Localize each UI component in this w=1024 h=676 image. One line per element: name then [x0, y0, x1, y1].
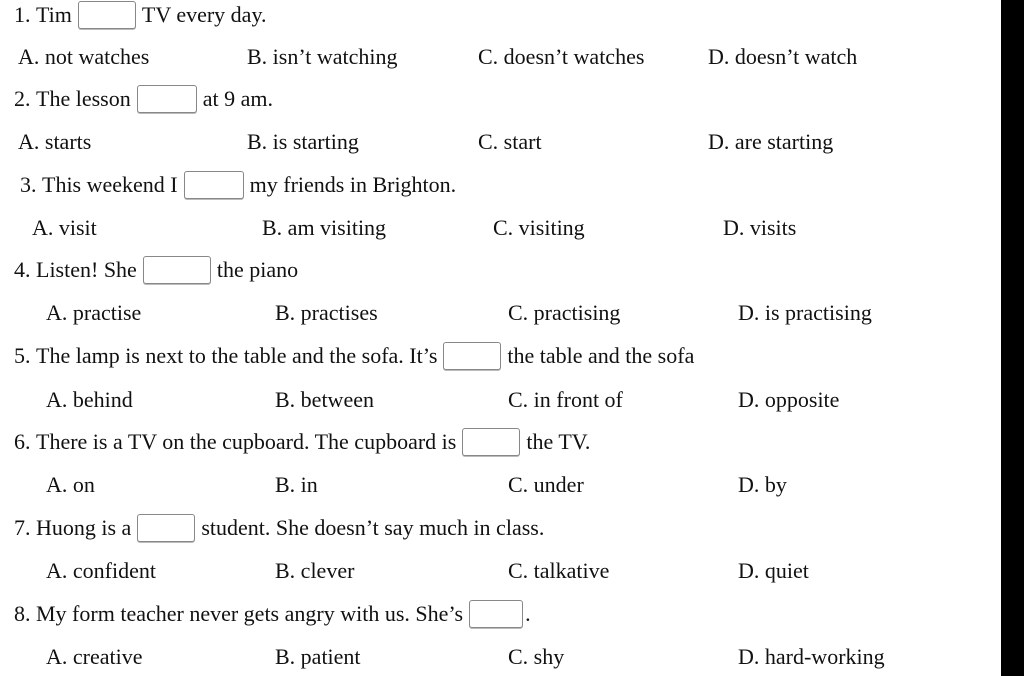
question-text-before: This weekend I	[42, 172, 178, 197]
option-d[interactable]: D. hard-working	[738, 644, 885, 669]
option-c[interactable]: C. talkative	[508, 558, 610, 583]
question-4	[14, 255, 298, 285]
answer-blank[interactable]	[137, 85, 197, 113]
option-c[interactable]: C. visiting	[493, 215, 585, 240]
answer-blank[interactable]	[469, 600, 523, 628]
option-a[interactable]: A. not watches	[18, 44, 150, 69]
answer-blank[interactable]	[137, 514, 195, 542]
option-d[interactable]: D. quiet	[738, 558, 809, 583]
question-number: 6.	[14, 429, 31, 454]
option-a[interactable]: A. behind	[46, 387, 133, 412]
question-text-before: The lesson	[36, 86, 131, 111]
option-d[interactable]: D. doesn’t watch	[708, 44, 858, 69]
option-a[interactable]: A. creative	[46, 644, 143, 669]
question-text-before: The lamp is next to the table and the sofa. It’s	[36, 343, 438, 368]
option-b[interactable]: B. in	[275, 472, 318, 497]
question-number: 7.	[14, 515, 31, 540]
option-b[interactable]: B. practises	[275, 300, 378, 325]
option-d[interactable]: D. by	[738, 472, 787, 497]
question-number: 5.	[14, 343, 31, 368]
question-number: 4.	[14, 257, 31, 282]
question-5	[14, 341, 694, 371]
question-text-after: .	[525, 601, 531, 626]
option-c[interactable]: C. shy	[508, 644, 565, 669]
option-d[interactable]: D. opposite	[738, 387, 840, 412]
option-c[interactable]: C. doesn’t watches	[478, 44, 645, 69]
question-number: 1.	[14, 2, 31, 27]
question-text-after: my friends in Brighton.	[249, 172, 457, 197]
option-b[interactable]: B. patient	[275, 644, 361, 669]
question-number: 8.	[14, 601, 31, 626]
option-a[interactable]: A. practise	[46, 300, 142, 325]
question-text-after: the table and the sofa	[507, 343, 695, 368]
answer-blank[interactable]	[184, 171, 244, 199]
question-6	[14, 427, 590, 457]
question-number: 2.	[14, 86, 31, 111]
option-b[interactable]: B. clever	[275, 558, 355, 583]
option-b[interactable]: B. is starting	[247, 129, 359, 154]
question-text-after: the TV.	[526, 429, 591, 454]
question-8	[14, 599, 531, 629]
answer-blank[interactable]	[143, 256, 211, 284]
option-a[interactable]: A. starts	[18, 129, 92, 154]
question-text-before: Tim	[36, 2, 72, 27]
option-c[interactable]: C. under	[508, 472, 584, 497]
question-text-before: Listen! She	[36, 257, 137, 282]
question-text-after: TV every day.	[141, 2, 267, 27]
question-text-before: There is a TV on the cupboard. The cupboard is	[36, 429, 457, 454]
option-a[interactable]: A. visit	[32, 215, 97, 240]
answer-blank[interactable]	[443, 342, 501, 370]
option-a[interactable]: A. on	[46, 472, 95, 497]
option-c[interactable]: C. practising	[508, 300, 621, 325]
option-d[interactable]: D. are starting	[708, 129, 834, 154]
question-text-after: student. She doesn’t say much in class.	[201, 515, 545, 540]
question-2	[14, 84, 273, 114]
option-c[interactable]: C. in front of	[508, 387, 623, 412]
option-b[interactable]: B. between	[275, 387, 374, 412]
option-b[interactable]: B. am visiting	[262, 215, 387, 240]
question-text-before: My form teacher never gets angry with us. She’s	[36, 601, 464, 626]
answer-blank[interactable]	[462, 428, 520, 456]
option-d[interactable]: D. visits	[723, 215, 797, 240]
question-3	[20, 170, 456, 200]
question-text-after: the piano	[216, 257, 299, 282]
option-c[interactable]: C. start	[478, 129, 542, 154]
question-7	[14, 513, 544, 543]
answer-blank[interactable]	[78, 1, 136, 29]
option-d[interactable]: D. is practising	[738, 300, 872, 325]
option-b[interactable]: B. isn’t watching	[247, 44, 398, 69]
question-text-after: at 9 am.	[202, 86, 273, 111]
option-a[interactable]: A. confident	[46, 558, 156, 583]
question-text-before: Huong is a	[36, 515, 132, 540]
question-1	[14, 0, 267, 30]
question-number: 3.	[20, 172, 37, 197]
